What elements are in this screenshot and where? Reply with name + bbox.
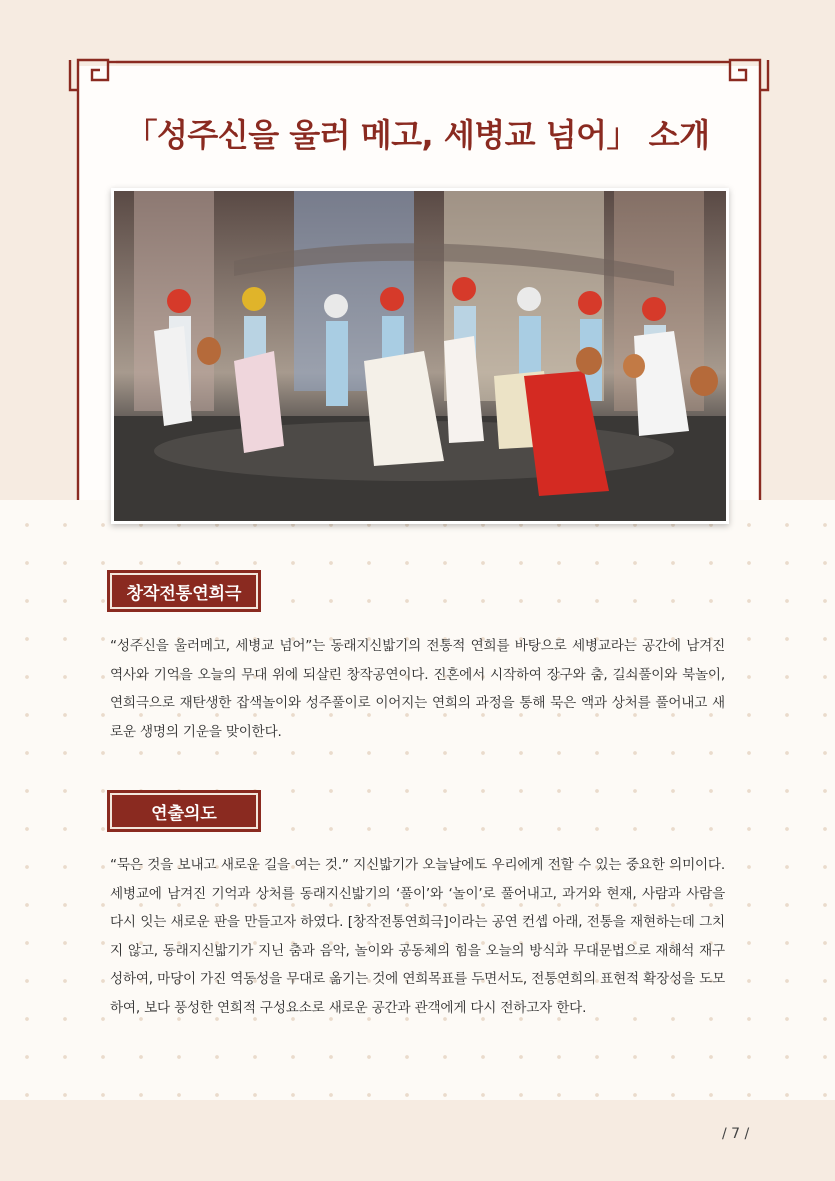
page-number: / 7 /: [722, 1126, 750, 1142]
section-text-creative-play: “성주신을 울러메고, 세병교 넘어”는 동래지신밟기의 전통적 연희를 바탕으로 세병교라는 공간에 남겨진 역사와 기억을 오늘의 무대 위에 되살린 창작공연이다. 진혼에서 시작하여 장구와 춤, 길쇠풀이와 북놀이, 연희극으로 재탄생한 잡색놀이와 성주풀이로 이어지는 연희의 과정을 통해 묵은 액과 상처를 풀어내고 새로운 생명의 기운을 맞이한다.: [110, 638, 725, 740]
page-title: 「성주신을 울러 메고, 세병교 넘어」 소개: [125, 116, 710, 154]
section-label-direction-intent: 연출의도: [108, 791, 260, 831]
footer-background: [0, 1100, 835, 1181]
section-text-direction-intent: “묵은 것을 보내고 새로운 길을 여는 것.” 지신밟기가 오늘날에도 우리에게 전할 수 있는 중요한 의미이다. 세병교에 남겨진 기억과 상처를 동래지신밟기의 ‘풀이’와 ‘놀이’로 풀어내고, 과거와 현재, 사람과 사람을 다시 잇는 새로운 판을 만들고자 하였다. [창작전통연희극]이라는 공연 컨셉 아래, 전통을 재현하는데 그치지 않고, 동래지신밟기가 지닌 춤과 음악, 놀이와 공동체의 힘을 오늘의 방식과 무대문법으로 재해석 재구성하여, 마당이 가진 역동성을 무대로 옮기는 것에 연희목표를 두면서도, 전통연희의 표현적 확장성을 도모하여, 보다 풍성한 연희적 구성요소로 새로운 공간과 관객에게 다시 전하고자 한다.: [110, 857, 725, 1016]
section-label-creative-play: 창작전통연희극: [108, 571, 260, 611]
performance-photo: [111, 188, 729, 524]
